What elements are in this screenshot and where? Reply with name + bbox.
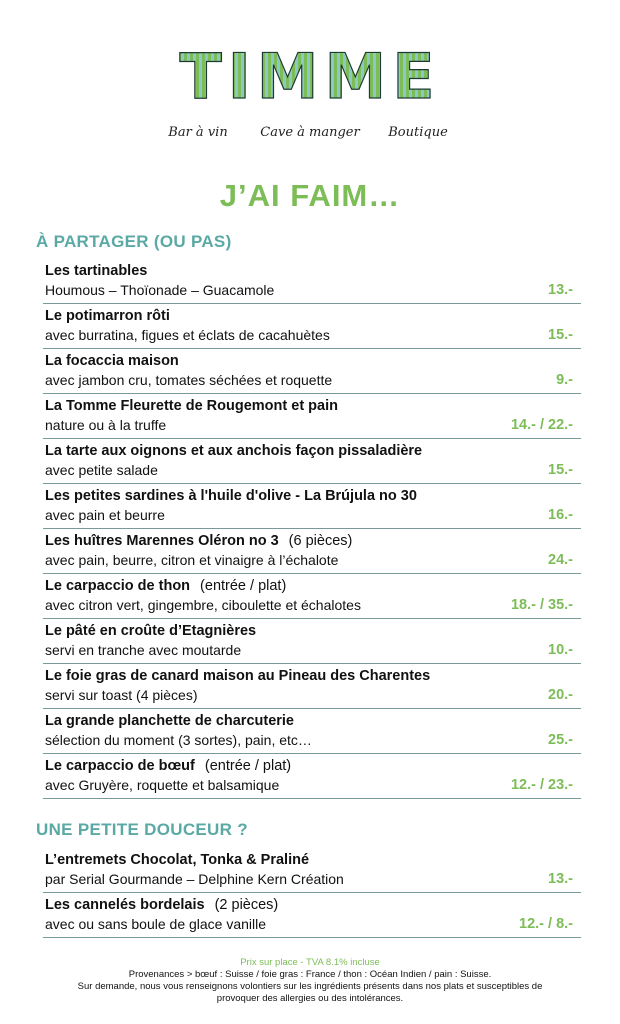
menu-item-note: (entrée / plat) [200,578,287,594]
menu-list-share [43,259,581,799]
menu-item-price: 15.- [548,327,573,343]
menu-item-name [45,713,294,729]
logo-tagline-boutique: Boutique [388,125,448,140]
menu-item [43,484,581,529]
menu-item-price: 12.- / 23.- [510,777,573,793]
timme-logo [160,38,460,148]
menu-item-description: avec burratina, figues et éclats de cacahuètes [45,327,330,343]
menu-item-description: avec petite salade [45,462,158,478]
menu-item-title: L’entremets Chocolat, Tonka & Praliné [45,852,310,868]
menu-item-title: La focaccia maison [45,353,179,369]
menu-item [43,619,581,664]
menu-item-title: Le potimarron rôti [45,308,170,324]
menu-item-description: avec ou sans boule de glace vanille [45,916,267,932]
menu-item [43,709,581,754]
footer-vat: Prix sur place - TVA 8.1% incluse [240,957,380,968]
menu-item-description: nature ou à la truffe [45,417,167,433]
menu-item [43,574,581,619]
menu-item-title: Les tartinables [45,263,148,279]
menu-item-description: Houmous – Thoïonade – Guacamole [45,282,275,298]
menu-item-price: 14.- / 22.- [510,417,573,433]
menu-item-title: La tarte aux oignons et aux anchois façon pissaladière [45,443,423,459]
menu-item-name [45,443,422,459]
menu-item-title: Le pâté en croûte d’Etagnières [45,623,257,639]
menu-item-note: (6 pièces) [288,533,353,549]
menu-item-price: 16.- [548,507,573,523]
menu-item-name [45,398,338,414]
menu-item [43,848,581,893]
footer-provenance: Provenances > bœuf : Suisse / foie gras : France / thon : Océan Indien / pain : Suisse. [128,969,492,980]
menu-item-title: La grande planchette de charcuterie [45,713,294,729]
menu-item [43,259,581,304]
menu-item [43,304,581,349]
footer-allergy-line-2: provoquer des allergies ou des intolérances. [216,993,404,1004]
menu-item-price: 15.- [548,462,573,478]
menu-item-price: 10.- [548,642,573,658]
menu-item-description: sélection du moment (3 sortes), pain, etc… [45,732,312,748]
menu-item-title: Le foie gras de canard maison au Pineau des Charentes [45,668,431,684]
menu-item [43,349,581,394]
menu-item-name [45,852,309,868]
menu-item [43,529,581,574]
menu-item [43,439,581,484]
menu-item-title: Le carpaccio de bœuf [45,758,195,774]
menu-item [43,664,581,709]
menu-item-price: 13.- [548,282,573,298]
footer-allergy-line-1: Sur demande, nous vous renseignons volontiers sur les ingrédients présents dans nos plats et susceptibles de [77,981,543,992]
page-title: J’AI FAIM… [219,178,401,213]
menu-item-name [45,623,256,639]
menu-item-price: 20.- [548,687,573,703]
menu-item-name [45,308,170,324]
menu-item-price: 25.- [548,732,573,748]
section-title-dessert: UNE PETITE DOUCEUR ? [36,820,248,839]
menu-item-name [45,668,430,684]
menu-item-note: (2 pièces) [214,897,279,913]
brand-logo [0,38,620,148]
footer [0,957,620,1005]
menu-item-description: avec pain et beurre [45,507,165,523]
menu-item-price: 12.- / 8.- [519,916,573,932]
menu-item-description: avec Gruyère, roquette et balsamique [45,777,280,793]
menu-item-title: Les huîtres Marennes Oléron no 3 [45,533,279,549]
menu-item-description: avec jambon cru, tomates séchées et roquette [45,372,333,388]
menu-item-description: avec citron vert, gingembre, ciboulette et échalotes [45,597,361,613]
menu-item [43,893,581,938]
menu-item-name [45,758,291,774]
menu-item-title: La Tomme Fleurette de Rougemont et pain [45,398,338,414]
logo-tagline-cave: Cave à manger [260,125,360,140]
section-title-share: À PARTAGER (OU PAS) [36,232,232,251]
menu-item-name [45,488,417,504]
menu-item-name [45,263,147,279]
menu-item-description: servi sur toast (4 pièces) [45,687,198,703]
menu-item-name [45,353,179,369]
menu-item [43,394,581,439]
menu-item-name [45,578,286,594]
menu-item-title: Les cannelés bordelais [45,897,205,913]
logo-tagline-bar: Bar à vin [168,125,228,140]
menu-item-price: 9.- [556,372,573,388]
menu-item-description: par Serial Gourmande – Delphine Kern Création [45,871,344,887]
menu-item [43,754,581,799]
menu-item-price: 18.- / 35.- [510,597,573,613]
menu-item-name [45,897,278,913]
menu-item-name [45,533,352,549]
menu-item-title: Les petites sardines à l'huile d'olive - La Brújula no 30 [45,488,417,504]
menu-item-price: 24.- [548,552,573,568]
menu-item-price: 13.- [548,871,573,887]
menu-item-description: servi en tranche avec moutarde [45,642,242,658]
menu-item-note: (entrée / plat) [204,758,292,774]
menu-item-description: avec pain, beurre, citron et vinaigre à l’échalote [45,552,339,568]
logo-wordmark: TIMME [179,40,441,113]
menu-item-title: Le carpaccio de thon [45,578,191,594]
menu-list-dessert [43,848,581,938]
